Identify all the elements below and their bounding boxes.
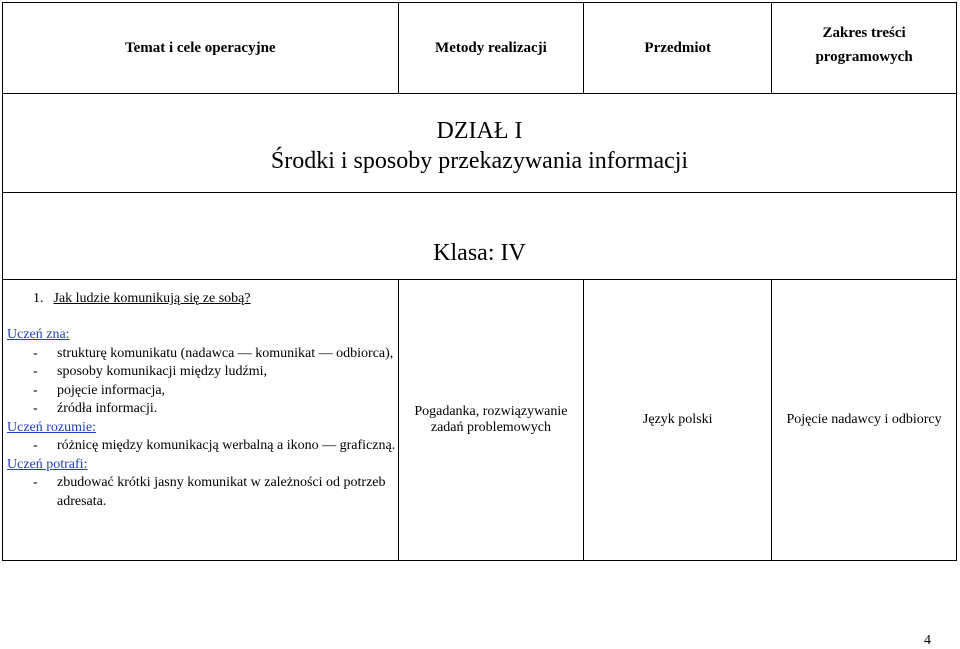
list-item: - różnicę między komunikacją werbalną a ikono ― graficzną. [33, 438, 396, 453]
header-subject: Przedmiot [584, 3, 772, 94]
curriculum-table [2, 2, 957, 561]
list-item: - sposoby komunikacji między ludźmi, [33, 364, 267, 379]
subject-cell: Język polski [584, 280, 772, 561]
objectives-block [7, 326, 398, 511]
list-item-text: zbudować krótki jasny komunikat w zależności od potrzeb adresata. [57, 475, 386, 509]
lesson-topic-cell [3, 280, 399, 561]
section-subtitle: Środki i sposoby przekazywania informacji [270, 148, 689, 174]
page-number: 4 [924, 633, 931, 648]
lesson-heading [33, 290, 398, 308]
list-item: - zbudować krótki jasny komunikat w zależności od potrzeb adresata. [33, 475, 386, 509]
section-row [3, 94, 957, 193]
header-methods: Metody realizacji [398, 3, 584, 94]
lesson-number: 1. [33, 291, 44, 306]
list-item: - strukturę komunikatu (nadawca ― komunikat ― odbiorca), [33, 345, 394, 361]
section-title: DZIAŁ I [436, 118, 523, 144]
lesson-title: Jak ludzie komunikują się ze sobą? [53, 291, 251, 306]
lesson-row [3, 280, 957, 561]
header-topic: Temat i cele operacyjne [3, 3, 399, 94]
list-item: - źródła informacji. [33, 401, 158, 416]
header-row [3, 3, 957, 94]
class-label: Klasa: IV [433, 240, 526, 266]
potrafi-heading: Uczeń potrafi: [7, 456, 88, 472]
rozumie-heading: Uczeń rozumie: [7, 419, 97, 435]
zna-heading: Uczeń zna: [7, 327, 70, 342]
class-row [3, 193, 957, 280]
list-item-text: sposoby komunikacji między ludźmi, [57, 364, 267, 379]
scope-cell: Pojęcie nadawcy i odbiorcy [772, 280, 957, 561]
list-item-text: pojęcie informacja, [57, 382, 166, 398]
methods-cell: Pogadanka, rozwiązywanie zadań problemowych [398, 280, 584, 561]
class-cell [3, 193, 957, 280]
header-scope [772, 3, 957, 94]
list-item: - pojęcie informacja, [33, 382, 166, 398]
list-item-text: źródła informacji. [57, 401, 158, 416]
header-scope-line2: programowych [815, 49, 913, 65]
section-cell [3, 94, 957, 193]
header-scope-line1: Zakres treści [822, 25, 906, 41]
list-item-text: różnicę między komunikacją werbalną a ikono ― graficzną. [57, 438, 396, 453]
list-item-text: strukturę komunikatu (nadawca ― komunikat ― odbiorca), [57, 345, 394, 361]
